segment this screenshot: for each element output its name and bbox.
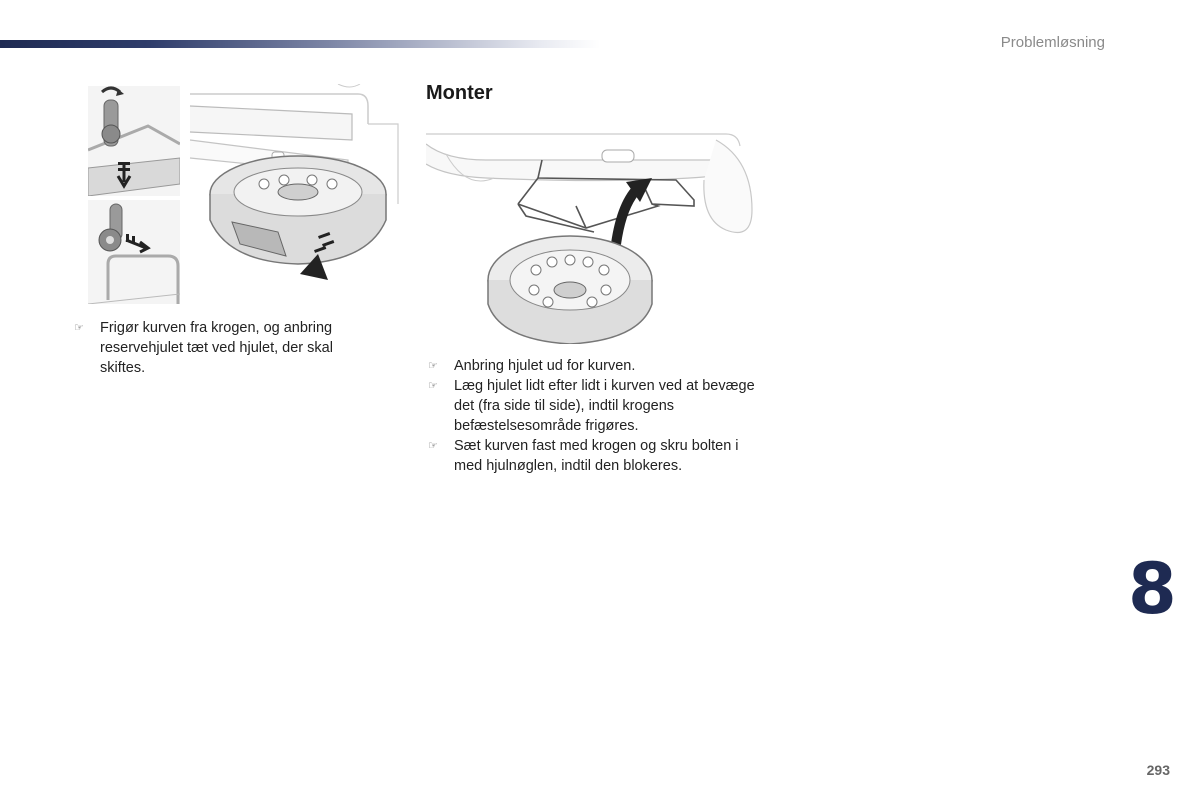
list-item [72, 318, 362, 378]
list-item [426, 436, 756, 476]
step-text: Sæt kurven fast med krogen og skru bolten i med hjulnøglen, indtil den blokeres. [454, 438, 739, 474]
hook-release-illustration-top [88, 86, 180, 196]
chapter-number: 8 [1128, 548, 1177, 630]
list-item [426, 376, 756, 436]
section-heading: Monter [426, 82, 493, 104]
left-step-list [72, 318, 362, 378]
header-gradient-bar [0, 40, 600, 48]
list-item [426, 356, 756, 376]
mounting-step-list [426, 356, 756, 476]
step-text: Læg hjulet lidt efter lidt i kurven ved at bevæge det (fra side til side), indtil krogens befæstelsesområde frigøres. [454, 378, 755, 434]
spare-wheel-mounting-illustration [426, 120, 754, 344]
page-number: 293 [1146, 762, 1170, 778]
pointer-hand-icon: ☞ [428, 360, 438, 372]
hook-release-illustration-bottom [88, 200, 180, 304]
pointer-hand-icon: ☞ [428, 440, 438, 452]
section-title: Problemløsning [1000, 34, 1105, 51]
pointer-hand-icon: ☞ [428, 380, 438, 392]
pointer-hand-icon: ☞ [74, 322, 84, 334]
spare-wheel-removal-illustration [188, 84, 400, 284]
step-text: Anbring hjulet ud for kurven. [454, 358, 636, 374]
step-text: Frigør kurven fra krogen, og anbring reservehjulet tæt ved hjulet, der skal skiftes. [100, 320, 333, 376]
